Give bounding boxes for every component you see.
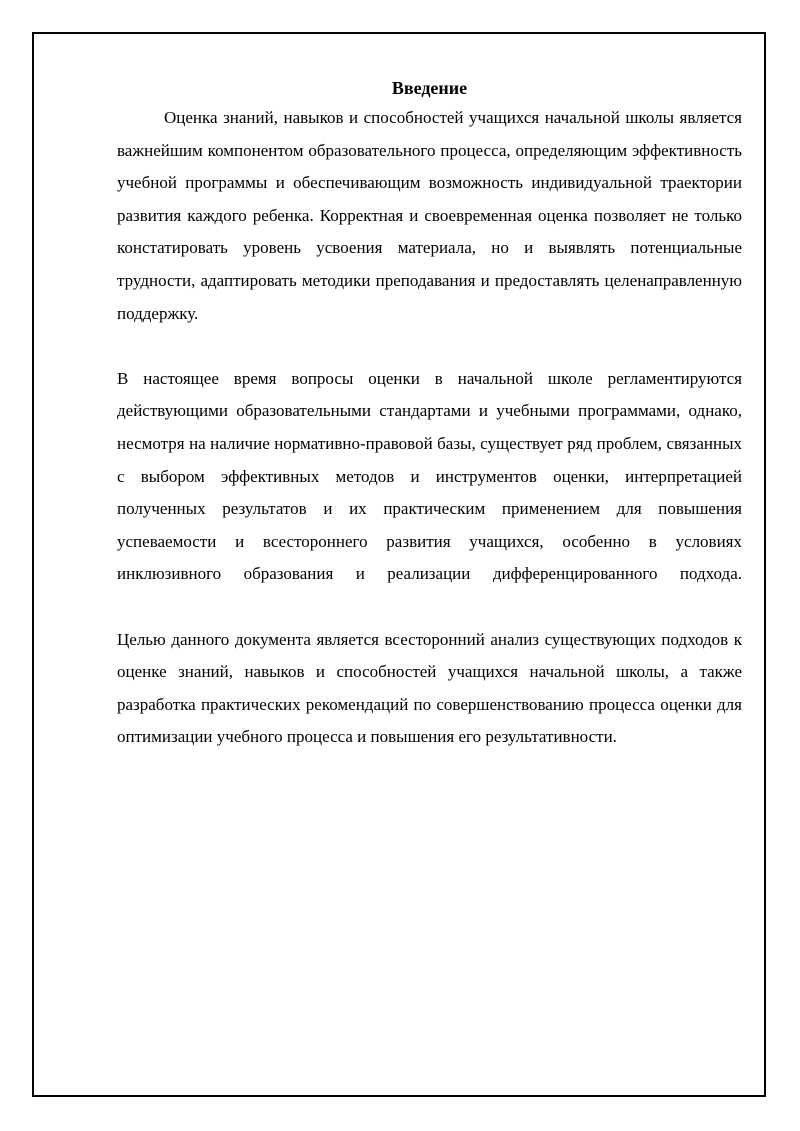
paragraph-spacer [117, 330, 742, 363]
paragraph-problems: В настоящее время вопросы оценки в начальной школе регламентируются действующими образовательными стандартами и учебными программами, однако, несмотря на наличие нормативно-правовой базы, существует ряд проблем, связанных с выбором эффективных методов и инструментов оценки, интерпретацией полученных результатов и их практическим применением для повышения успеваемости и всестороннего развития учащихся, особенно в условиях инклюзивного образования и реализации дифференцированного подхода. [117, 368, 742, 584]
document-title: Введение [391, 78, 468, 98]
paragraph-spacer [117, 591, 742, 624]
paragraph-introduction: Оценка знаний, навыков и способностей учащихся начальной школы является важнейшим компонентом образовательного процесса, определяющим эффективность учебной программы и обеспечивающим возможность индивидуальной траектории развития каждого ребенка. Корректная и своевременная оценка позволяет не только констатировать уровень усвоения материала, но и выявлять потенциальные трудности, адаптировать методики преподавания и предоставлять целенаправленную поддержку. [117, 108, 742, 323]
document-body [117, 74, 742, 754]
paragraph-goal: Целью данного документа является всесторонний анализ существующих подходов к оценке знаний, навыков и способностей учащихся начальной школы, а также разработка практических рекомендаций по совершенствованию процесса оценки для оптимизации учебного процесса и повышения его результативности. [117, 629, 742, 747]
